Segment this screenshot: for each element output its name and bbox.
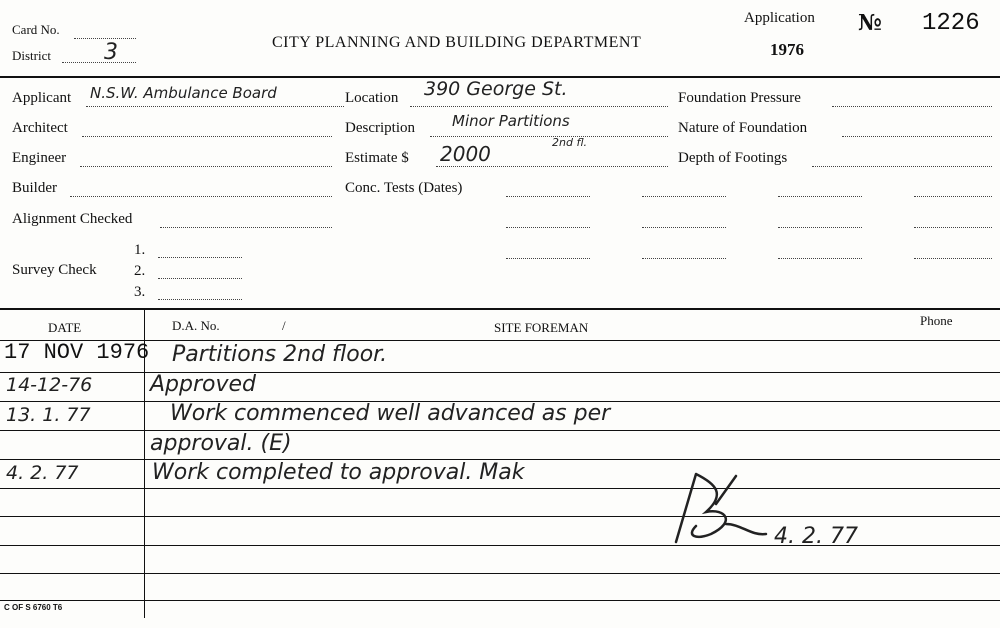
form-code: C OF S 6760 T6 xyxy=(4,603,63,612)
conc-test-line-12 xyxy=(914,258,992,259)
district-value: 3 xyxy=(104,40,118,65)
description-value-floor: 2nd fl. xyxy=(552,136,588,149)
engineer-label: Engineer xyxy=(12,150,67,166)
description-line xyxy=(430,136,668,137)
date-header: DATE xyxy=(48,320,82,335)
builder-label: Builder xyxy=(12,180,57,196)
district-label: District xyxy=(12,48,51,63)
entry-5-text: Work completed to approval. Mak xyxy=(152,460,525,485)
da-header: D.A. No. xyxy=(172,318,220,333)
survey-3-label: 3. xyxy=(134,284,146,300)
conc-test-line-3 xyxy=(778,196,862,197)
conc-test-line-1 xyxy=(506,196,590,197)
estimate-label: Estimate $ xyxy=(345,150,409,166)
card-no-label: Card No. xyxy=(12,22,60,37)
architect-line xyxy=(82,136,332,137)
engineer-line xyxy=(80,166,332,167)
depth-footings-label: Depth of Footings xyxy=(678,150,788,166)
signature-date: 4. 2. 77 xyxy=(774,524,858,549)
survey-3-line xyxy=(158,299,242,300)
log-line-6 xyxy=(0,516,1000,517)
da-slash: / xyxy=(282,318,286,333)
conc-test-line-6 xyxy=(642,227,726,228)
survey-2-line xyxy=(158,278,242,279)
nature-foundation-line xyxy=(842,136,992,137)
estimate-line xyxy=(436,166,668,167)
entry-3-text: Work commenced well advanced as per xyxy=(170,401,611,426)
alignment-line xyxy=(160,227,332,228)
description-label: Description xyxy=(345,120,415,136)
conc-test-line-10 xyxy=(642,258,726,259)
log-line-9 xyxy=(0,600,1000,601)
application-year: 1976 xyxy=(770,40,804,59)
number-symbol: № xyxy=(858,10,882,36)
log-line-5 xyxy=(0,488,1000,489)
conc-test-line-2 xyxy=(642,196,726,197)
architect-label: Architect xyxy=(12,120,68,136)
conc-test-line-11 xyxy=(778,258,862,259)
department-title: CITY PLANNING AND BUILDING DEPARTMENT xyxy=(272,34,642,51)
survey-2-label: 2. xyxy=(134,263,146,279)
conc-test-line-9 xyxy=(506,258,590,259)
phone-header: Phone xyxy=(920,313,953,328)
foundation-pressure-line xyxy=(832,106,992,107)
location-line xyxy=(410,106,668,107)
conc-test-line-8 xyxy=(914,227,992,228)
applicant-line xyxy=(86,106,344,107)
conc-test-line-7 xyxy=(778,227,862,228)
applicant-value: N.S.W. Ambulance Board xyxy=(90,84,277,102)
log-line-8 xyxy=(0,573,1000,574)
survey-1-label: 1. xyxy=(134,242,146,258)
entry-3-date: 13. 1. 77 xyxy=(6,404,91,426)
entry-5-date: 4. 2. 77 xyxy=(6,462,79,484)
location-value: 390 George St. xyxy=(424,78,568,100)
foundation-pressure-label: Foundation Pressure xyxy=(678,90,801,106)
signature-icon xyxy=(656,464,776,554)
description-value: Minor Partitions xyxy=(452,112,570,130)
conc-test-line-5 xyxy=(506,227,590,228)
entry-2-text: Approved xyxy=(150,372,257,397)
application-number: 1226 xyxy=(922,10,980,37)
nature-foundation-label: Nature of Foundation xyxy=(678,120,808,136)
survey-1-line xyxy=(158,257,242,258)
conc-tests-label: Conc. Tests (Dates) xyxy=(345,180,463,196)
survey-label: Survey Check xyxy=(12,262,97,278)
entry-1-date: 17 NOV 1976 xyxy=(4,340,150,365)
estimate-value: 2000 xyxy=(440,142,491,166)
entry-4-text: approval. (E) xyxy=(150,431,292,456)
applicant-label: Applicant xyxy=(12,90,72,106)
entry-2-date: 14-12-76 xyxy=(6,374,93,396)
log-header-line xyxy=(0,340,1000,341)
log-top-border xyxy=(0,308,1000,310)
site-foreman-header: SITE FOREMAN xyxy=(494,320,589,335)
card-no-line xyxy=(74,38,136,39)
location-label: Location xyxy=(345,90,399,106)
depth-footings-line xyxy=(812,166,992,167)
alignment-label: Alignment Checked xyxy=(12,211,133,227)
conc-test-line-4 xyxy=(914,196,992,197)
district-line xyxy=(62,62,136,63)
builder-line xyxy=(70,196,332,197)
application-label: Application xyxy=(744,10,815,26)
entry-1-text: Partitions 2nd floor. xyxy=(172,342,388,367)
